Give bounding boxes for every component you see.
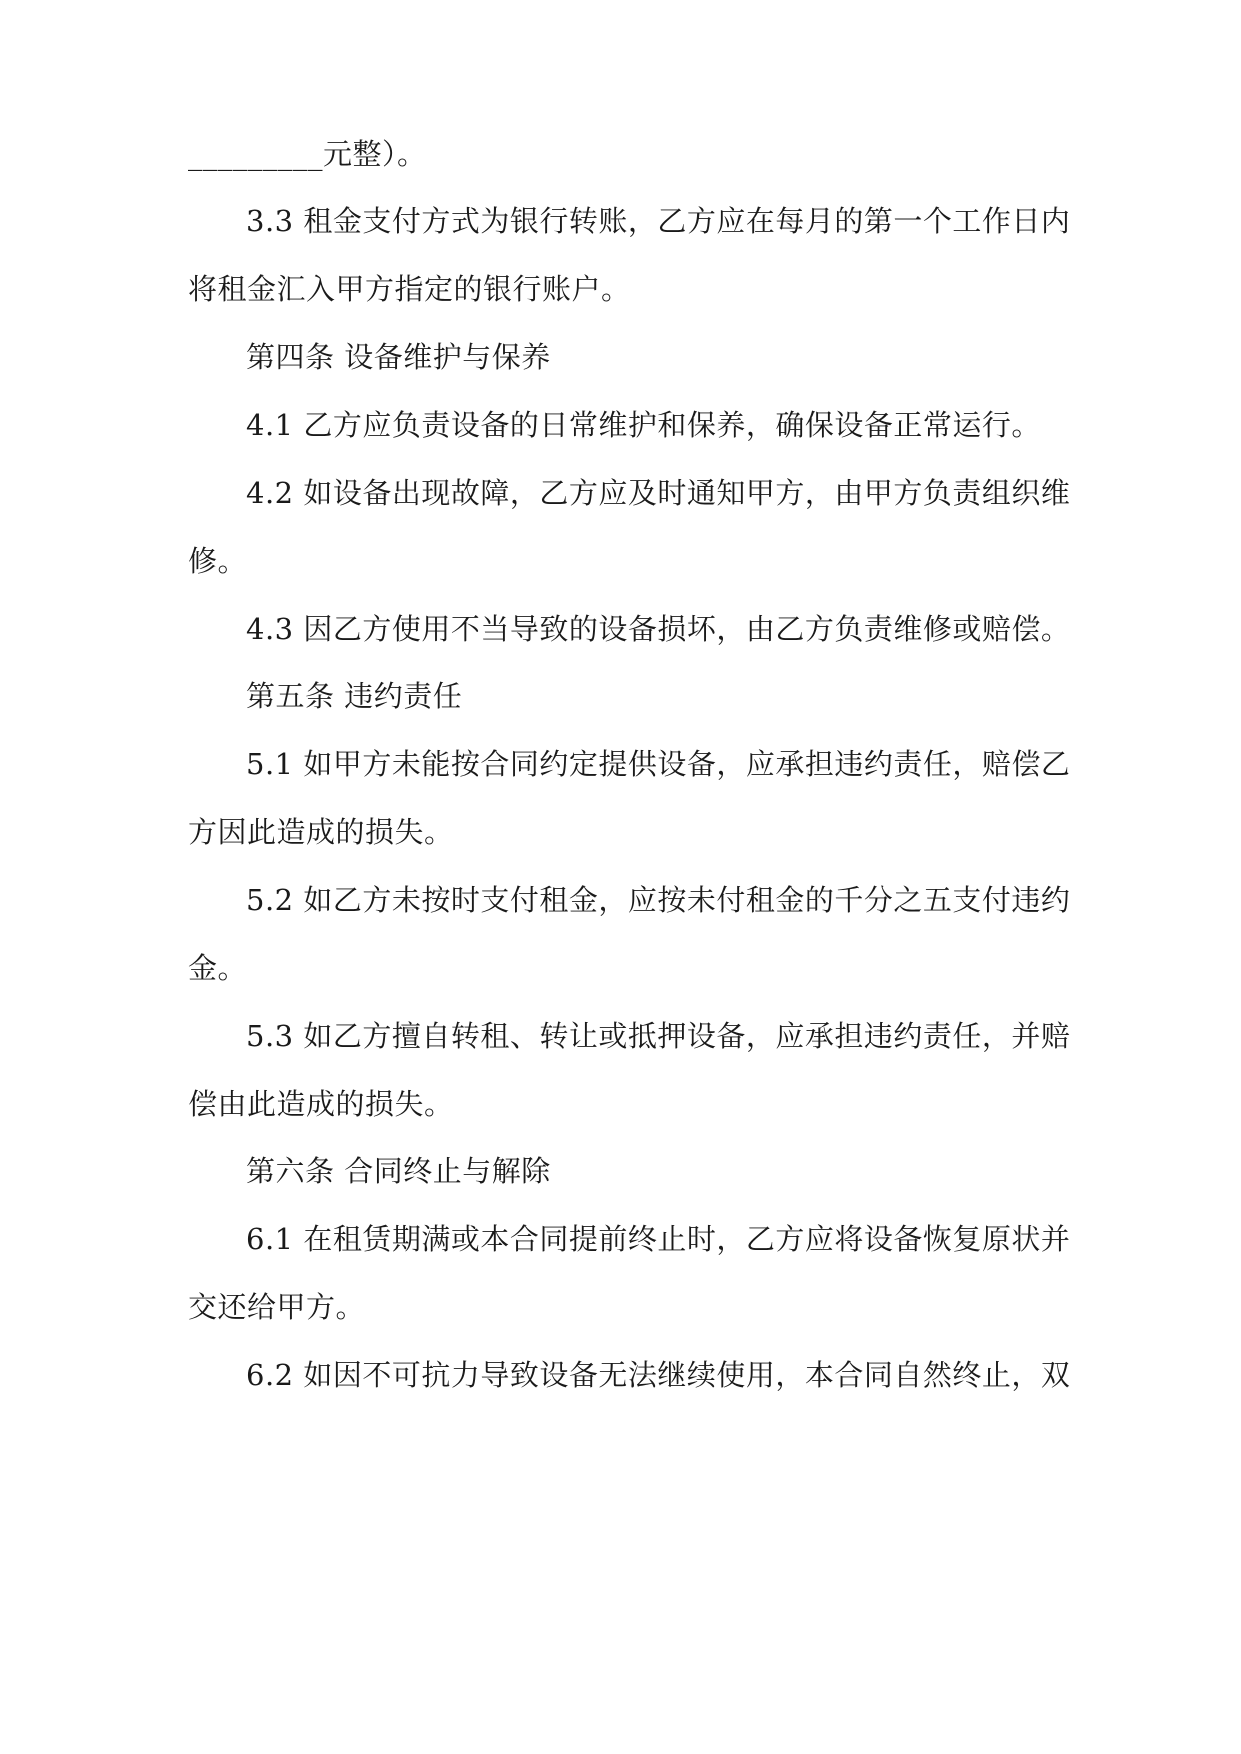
article-5-heading: 第五条 违约责任: [246, 679, 463, 713]
article-4-heading: 第四条 设备维护与保养: [246, 340, 551, 374]
clause-3-3: 3.3 租金支付方式为银行转账，乙方应在每月的第一个工作日内: [246, 204, 1071, 238]
text-line: 将租金汇入甲方指定的银行账户。: [188, 272, 631, 306]
text-line: 交还给甲方。: [188, 1290, 366, 1324]
text-line: 偿由此造成的损失。: [188, 1087, 454, 1121]
clause-5-2: 5.2 如乙方未按时支付租金，应按未付租金的千分之五支付违约: [246, 883, 1071, 917]
clause-6-2: 6.2 如因不可抗力导致设备无法继续使用，本合同自然终止，双: [246, 1358, 1071, 1392]
text-line: 方因此造成的损失。: [188, 815, 454, 849]
clause-4-3: 4.3 因乙方使用不当导致的设备损坏，由乙方负责维修或赔偿。: [246, 612, 1071, 646]
text-line: _________元整）。: [188, 137, 427, 171]
clause-5-1: 5.1 如甲方未能按合同约定提供设备，应承担违约责任，赔偿乙: [246, 747, 1071, 781]
clause-4-2: 4.2 如设备出现故障，乙方应及时通知甲方，由甲方负责组织维: [246, 476, 1071, 510]
clause-5-3: 5.3 如乙方擅自转租、转让或抵押设备，应承担违约责任，并赔: [246, 1019, 1071, 1053]
clause-4-1: 4.1 乙方应负责设备的日常维护和保养，确保设备正常运行。: [246, 408, 1041, 442]
text-line: 修。: [188, 544, 248, 578]
article-6-heading: 第六条 合同终止与解除: [246, 1154, 551, 1188]
clause-6-1: 6.1 在租赁期满或本合同提前终止时，乙方应将设备恢复原状并: [246, 1222, 1071, 1256]
text-line: 金。: [188, 951, 248, 985]
